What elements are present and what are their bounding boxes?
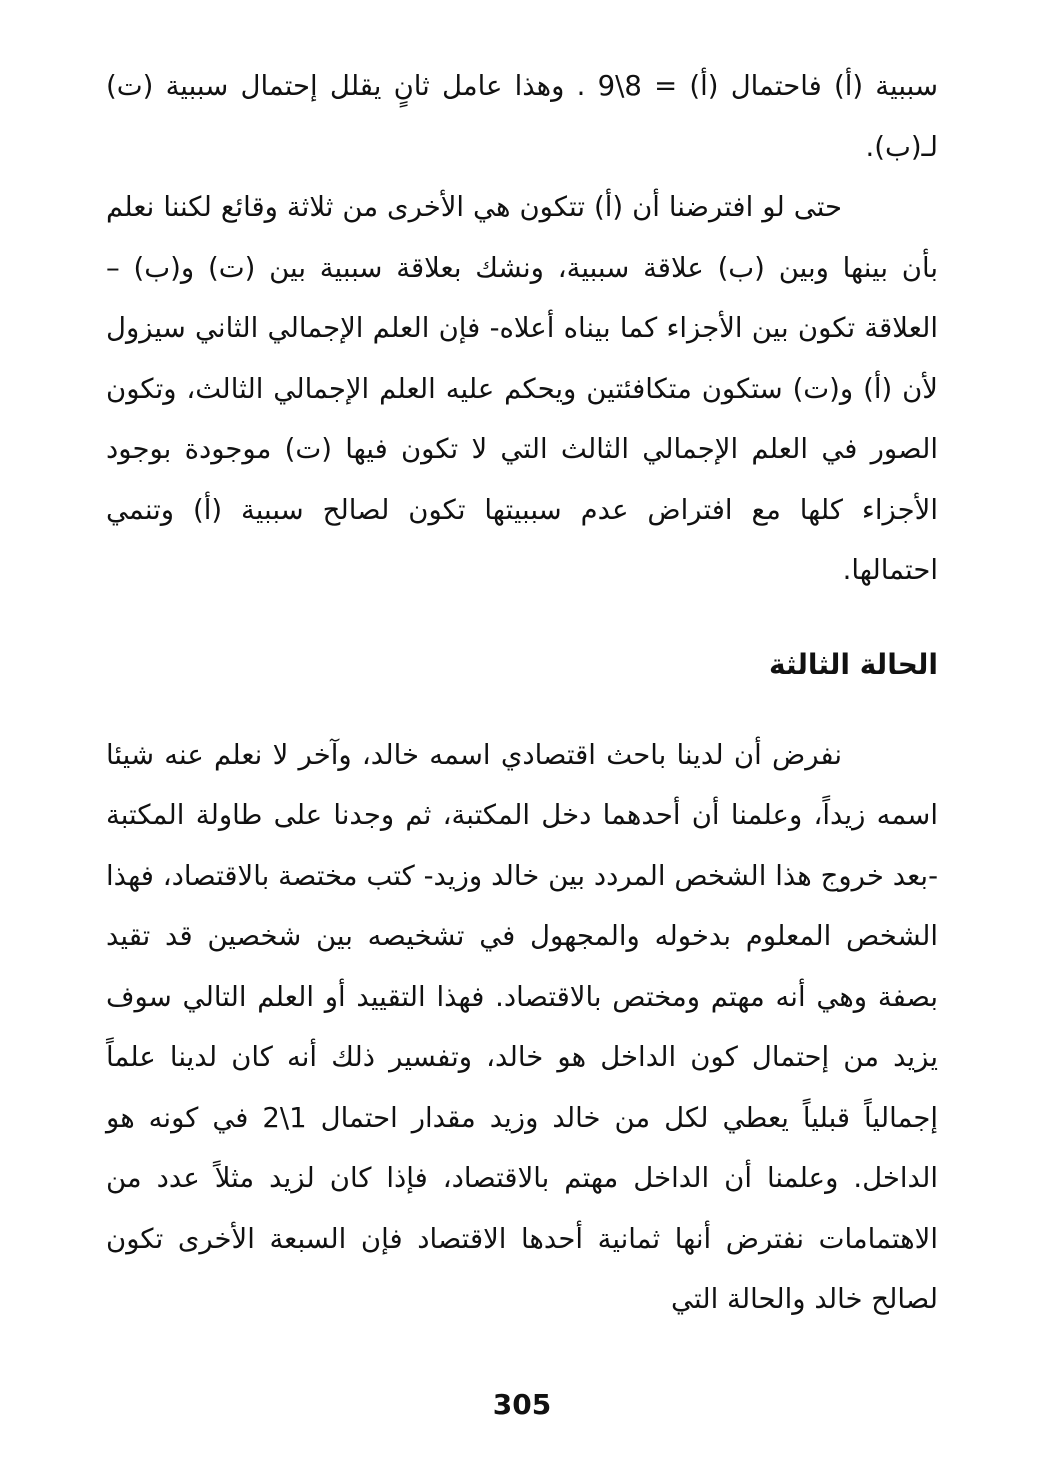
page-body bbox=[106, 56, 938, 1330]
paragraph-2: حتى لو افترضنا أن (أ) تتكون هي الأخرى من ثلاثة وقائع لكننا نعلم بأن بينها وبين (ب) علاقة سببية، ونشك بعلاقة سببية بين (ت) و(ب) –العلاقة تكون بين الأجزاء كما بيناه أعلاه- فإن العلم الإجمالي الثاني سيزول لأن (أ) و(ت) ستكون متكافئتين ويحكم عليه العلم الإجمالي الثالث، وتكون الصور في العلم الإجمالي الثالث التي لا تكون فيها (ت) موجودة بوجود الأجزاء كلها مع افتراض عدم سببيتها تكون لصالح سببية (أ) وتنمي احتمالها. bbox=[106, 191, 938, 586]
section-heading: الحالة الثالثة bbox=[768, 647, 938, 681]
paragraph-1: سببية (أ) فاحتمال (أ) = 8\9 . وهذا عامل ثانٍ يقلل إحتمال سببية (ت) لـ(ب). bbox=[106, 70, 938, 163]
page-number: 305 bbox=[492, 1388, 552, 1421]
paragraph-3: نفرض أن لدينا باحث اقتصادي اسمه خالد، وآخر لا نعلم عنه شيئا اسمه زيداً، وعلمنا أن أحدهما دخل المكتبة، ثم وجدنا على طاولة المكتبة -بعد خروج هذا الشخص المردد بين خالد وزيد- كتب مختصة بالاقتصاد، فهذا الشخص المعلوم بدخوله والمجهول في تشخيصه بين شخصين قد تقيد بصفة وهي أنه مهتم ومختص بالاقتصاد. فهذا التقييد أو العلم التالي سوف يزيد من إحتمال كون الداخل هو خالد، وتفسير ذلك أنه كان لدينا علماً إجمالياً قبلياً يعطي لكل من خالد وزيد مقدار احتمال 1\2 في كونه هو الداخل. وعلمنا أن الداخل مهتم بالاقتصاد، فإذا كان لزيد مثلاً عدد من الاهتمامات نفترض أنها ثمانية أحدها الاقتصاد فإن السبعة الأخرى تكون لصالح خالد والحالة التي bbox=[106, 738, 938, 1315]
